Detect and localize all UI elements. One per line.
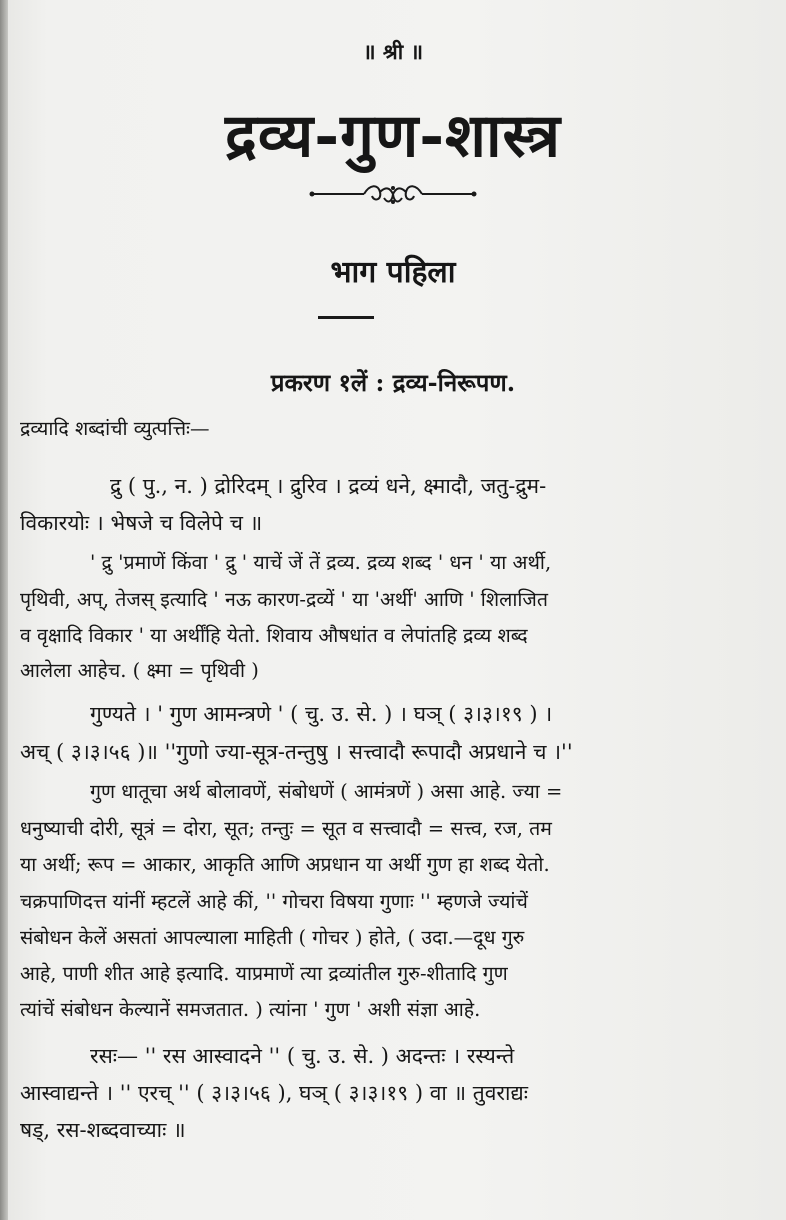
paragraph-line: त्यांचें संबोधन केल्यानें समजतात. ) त्यांना ' गुण ' अशी संज्ञा आहे. xyxy=(20,998,481,1021)
sanskrit-verse-line: रसः— '' रस आस्वादने '' ( चु. उ. से. ) अदन्तः । रस्यन्ते xyxy=(90,1044,515,1068)
part-heading: भाग पहिला xyxy=(330,255,456,290)
scroll-ornament-icon xyxy=(0,180,786,210)
paragraph-line: व वृक्षादि विकार ' या अर्थींहि येतो. शिवाय औषधांत व लेपांतहि द्रव्य शब्द xyxy=(20,624,528,647)
section-heading: द्रव्यादि शब्दांची व्युत्पत्तिः— xyxy=(20,417,210,440)
sanskrit-verse-line: गुण्यते । ' गुण आमन्त्रणे ' ( चु. उ. से. ) । घञ् ( ३।३।१९ ) । xyxy=(90,702,553,726)
invocation-shri: ॥ श्री ॥ xyxy=(362,39,424,64)
sanskrit-verse-line: आस्वाद्यन्ते । '' एरच् '' ( ३।३।५६ ), घञ् ( ३।३।१९ ) वा ॥ तुवराद्यः xyxy=(20,1081,528,1105)
heading-divider xyxy=(318,316,374,319)
chapter-heading: प्रकरण १लें : द्रव्य-निरूपण. xyxy=(270,368,516,397)
paragraph-line: या अर्थी; रूप = आकार, आकृति आणि अप्रधान या अर्थी गुण हा शब्द येतो. xyxy=(20,853,550,876)
paragraph-line: चक्रपाणिदत्त यांनीं म्हटलें आहे कीं, '' गोचरा विषया गुणाः '' म्हणजे ज्यांचें xyxy=(20,890,528,913)
sanskrit-verse-line: विकारयोः । भेषजे च विलेपे च ॥ xyxy=(20,511,263,535)
sanskrit-verse-line: द्रु ( पु., न. ) द्रोरिदम् । द्रुरिव । द्रव्यं धने, क्ष्मादौ, जतु-द्रुम- xyxy=(110,474,547,498)
sanskrit-verse-line: अच् ( ३।३।५६ )॥ ''गुणो ज्या-सूत्र-तन्तुषु । सत्त्वादौ रूपादौ अप्रधाने च ।'' xyxy=(20,740,573,764)
paragraph-line: ' द्रु 'प्रमाणें किंवा ' द्रु ' याचें जें तें द्रव्य. द्रव्य शब्द ' धन ' या अर्थी, xyxy=(90,551,552,574)
paragraph-line: आहे, पाणी शीत आहे इत्यादि. याप्रमाणें त्या द्रव्यांतील गुरु-शीतादि गुण xyxy=(20,962,508,985)
paragraph-line: संबोधन केलें असतां आपल्याला माहिती ( गोचर ) होते, ( उदा.—दूध गुरु xyxy=(20,926,525,949)
paragraph-line: धनुष्याची दोरी, सूत्रं = दोरा, सूत; तन्तुः = सूत व सत्त्वादौ = सत्त्व, रज, तम xyxy=(20,817,552,840)
paragraph-line: पृथिवी, अप्, तेजस् इत्यादि ' नऊ कारण-द्रव्यें ' या 'अर्थी' आणि ' शिलाजित xyxy=(20,588,549,611)
sanskrit-verse-line: षड्, रस-शब्दवाच्याः ॥ xyxy=(20,1118,186,1142)
paragraph-line: आलेला आहेच. ( क्ष्मा = पृथिवी ) xyxy=(20,659,259,682)
page-title: द्रव्य-गुण-शास्त्र xyxy=(225,101,561,171)
paragraph-line: गुण धातूचा अर्थ बोलावणें, संबोधणें ( आमंत्रणें ) असा आहे. ज्या = xyxy=(90,780,563,803)
